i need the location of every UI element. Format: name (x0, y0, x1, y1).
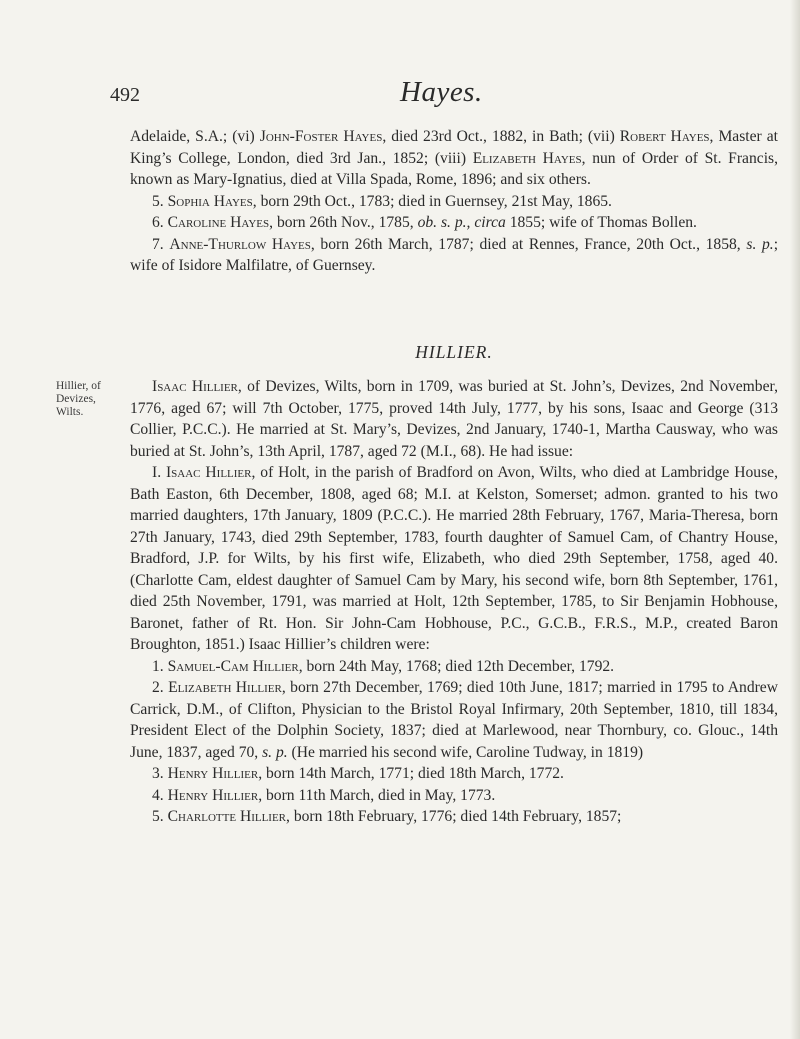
hayes-entry-7: 7. Anne-Thurlow Hayes, born 26th March, 1787; died at Rennes, France, 20th Oct., 1858, s. p.; wife of Isidore Malfilatre, of Guernsey. (130, 235, 779, 274)
page-header (110, 78, 790, 118)
hillier-child-3: 3. Henry Hillier, born 14th March, 1771; died 18th March, 1772. (152, 765, 564, 782)
hillier-section (130, 376, 778, 828)
hillier-child-2: 2. Elizabeth Hillier, born 27th December, 1769; died 10th June, 1817; married in 1795 to Andrew Carrick, D.M., of Clifton, Physician to the Bristol Royal Infirmary, 20th September, 1810, till 1834, President Elect of the Dolphin Society, 1837; died at Marlewood, near Thornbury, co. Glouc., 14th June, 1837, aged 70, s. p. (He married his second wife, Caroline Tudway, in 1819) (130, 679, 778, 761)
running-head: Hayes. (400, 76, 483, 108)
hillier-child-1: 1. Samuel-Cam Hillier, born 24th May, 1768; died 12th December, 1792. (152, 657, 615, 675)
page-number: 492 (110, 84, 140, 106)
margin-note: Hillier, of Devizes, Wilts. (56, 380, 101, 418)
hillier-child-5: 5. Charlotte Hillier, born 18th February, 1776; died 14th February, 1857; (152, 808, 622, 825)
hayes-paragraph-continued: Adelaide, S.A.; (vi) John-Foster Hayes, died 23rd Oct., 1882, in Bath; (vii) Robert Hayes, Master at King’s College, London, died 3rd Jan., 1852; (viii) Elizabeth Hayes, nun of Order of St. Francis, known as Mary-Ignatius, died at Villa Spada, Rome, 1896; and six others. (130, 128, 778, 188)
section-heading: HILLIER. (415, 342, 493, 362)
hayes-entry-6: 6. Caroline Hayes, born 26th Nov., 1785, ob. s. p., circa 1855; wife of Thomas Bollen. (152, 214, 697, 231)
page-edge-shadow (790, 0, 800, 1039)
hayes-entry-5: 5. Sophia Hayes, born 29th Oct., 1783; died in Guernsey, 21st May, 1865. (152, 192, 612, 210)
hillier-intro: Isaac Hillier, of Devizes, Wilts, born in 1709, was buried at St. John’s, Devizes, 2nd November, 1776, aged 67; will 7th October, 1775, proved 14th July, 1777, by his sons, Isaac and George (313 Collier, P.C.C.). He married at St. Mary’s, Devizes, 2nd January, 1740-1, Martha Causway, who was buried at St. John’s, 13th April, 1787, aged 72 (M.I., 68). He had issue: (130, 378, 778, 460)
hillier-entry-1: I. Isaac Hillier, of Holt, in the parish of Bradford on Avon, Wilts, who died at Lambridge House, Bath Easton, 6th December, 1808, aged 68; M.I. at Kelston, Somerset; admon. granted to his two married daughters, 17th January, 1809 (P.C.C.). He married 28th February, 1767, Maria-Theresa, born 27th January, 1743, died 29th September, 1783, fourth daughter of Samuel Cam, of Chantry House, Bradford, J.P. for Wilts, by his first wife, Elizabeth, who died 29th September, 1758, aged 40. (Charlotte Cam, eldest daughter of Samuel Cam by Mary, his second wife, born 8th September, 1761, died 25th November, 1791, was married at Holt, 12th September, 1785, to Sir Benjamin Hobhouse, Baronet, father of Rt. Hon. Sir John-Cam Hobhouse, P.C., G.C.B., F.R.S., M.P., created Baron Broughton, 1851.) Isaac Hillier’s children were: (130, 464, 778, 653)
hayes-continuation (130, 126, 778, 277)
hillier-child-4: 4. Henry Hillier, born 11th March, died in May, 1773. (152, 786, 496, 804)
